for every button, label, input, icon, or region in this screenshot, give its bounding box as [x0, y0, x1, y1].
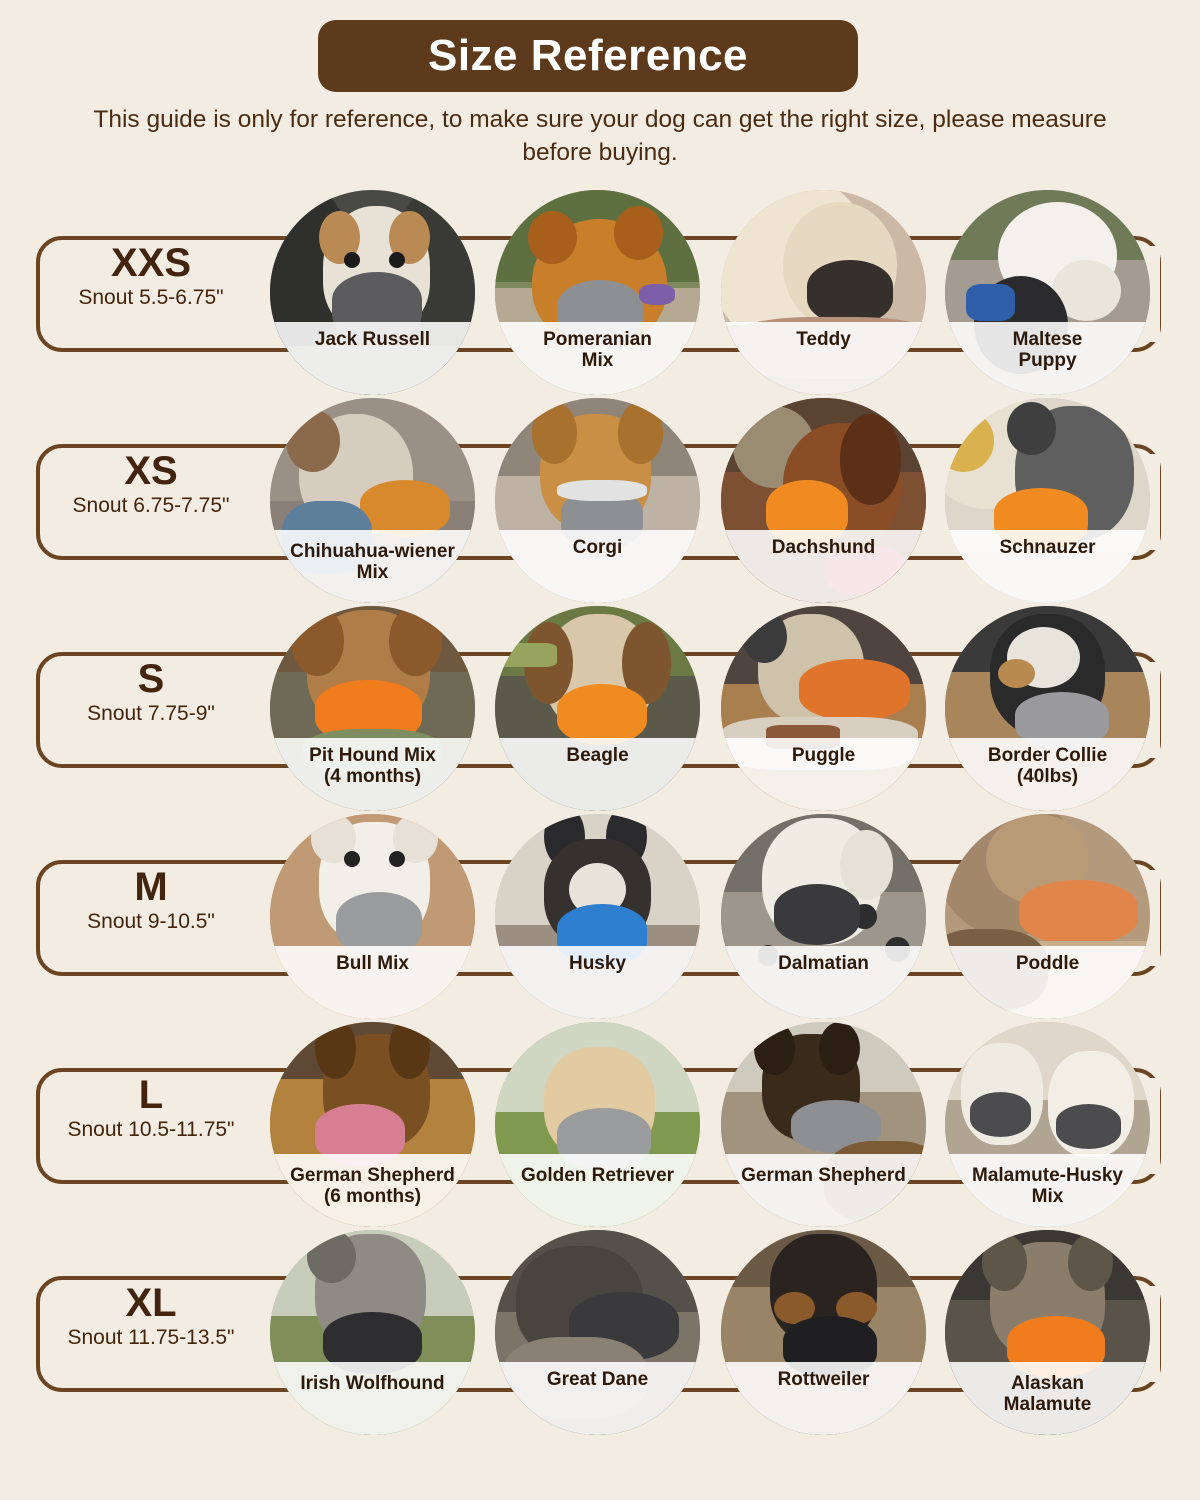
dog-caption	[473, 330, 722, 372]
dog-photo-item	[495, 606, 700, 811]
size-row	[0, 398, 1200, 606]
dog-photo	[721, 1230, 926, 1435]
dog-breed-note: Mix	[1031, 1185, 1064, 1207]
dog-breed: German Shepherd	[741, 1165, 906, 1186]
dog-breed-note: Mix	[356, 561, 389, 583]
dog-breed: Bull Mix	[336, 953, 409, 974]
dog-breed: Golden Retriever	[520, 1165, 675, 1186]
dog-breed: Rottweiler	[777, 1369, 870, 1390]
size-code: M	[134, 865, 168, 909]
dog-photo	[945, 814, 1150, 1019]
dog-caption	[473, 1370, 722, 1391]
row-photos	[270, 1022, 1170, 1230]
size-label	[40, 450, 262, 518]
dog-caption	[699, 1166, 948, 1187]
dog-photo	[270, 1230, 475, 1435]
dog-photo-item	[495, 1022, 700, 1227]
dog-photo-item	[721, 606, 926, 811]
row-photos	[270, 190, 1170, 398]
size-row	[0, 1230, 1200, 1438]
page-title-banner	[318, 20, 858, 92]
snout-range: Snout 9-10.5"	[87, 910, 215, 933]
dog-breed: Alaskan	[1011, 1373, 1084, 1394]
dog-breed: Border Collie	[987, 745, 1108, 766]
dog-photo-item	[945, 814, 1150, 1019]
dog-breed: Pomeranian	[543, 329, 652, 350]
dog-photo	[495, 1230, 700, 1435]
snout-range: Snout 6.75-7.75"	[72, 494, 230, 517]
dog-caption	[248, 330, 497, 351]
dog-breed: Chihuahua-wiener	[290, 541, 455, 562]
dog-photo	[721, 398, 926, 603]
dog-photo-item	[495, 814, 700, 1019]
dog-caption	[248, 1166, 497, 1208]
dog-breed-note: (6 months)	[323, 1185, 422, 1207]
dog-caption	[248, 1374, 497, 1395]
dog-photo-item	[721, 814, 926, 1019]
dog-breed: German Shepherd	[290, 1165, 455, 1186]
dog-photo-item	[721, 398, 926, 603]
dog-photo-item	[270, 606, 475, 811]
dog-caption	[923, 746, 1172, 788]
page-title: Size Reference	[427, 31, 749, 80]
dog-caption	[248, 746, 497, 788]
dog-breed-note: Malamute	[1003, 1393, 1092, 1415]
dog-caption	[923, 330, 1172, 372]
dog-breed: Great Dane	[546, 1369, 649, 1390]
dog-photo-item	[945, 1230, 1150, 1435]
dog-caption	[699, 330, 948, 351]
size-code: S	[137, 657, 165, 701]
dog-caption	[923, 1166, 1172, 1208]
dog-photo-item	[945, 606, 1150, 811]
snout-range: Snout 7.75-9"	[87, 702, 215, 725]
dog-caption	[248, 542, 497, 584]
dog-caption	[473, 538, 722, 559]
dog-breed-note: Mix	[581, 349, 614, 371]
dog-breed-note: Puppy	[1018, 349, 1077, 371]
dog-photo	[495, 1022, 700, 1227]
dog-photo-item	[721, 1022, 926, 1227]
dog-photo	[721, 814, 926, 1019]
dog-photo-item	[270, 398, 475, 603]
size-chart	[0, 190, 1200, 1438]
dog-breed: Dachshund	[771, 537, 876, 558]
dog-caption	[473, 1166, 722, 1187]
dog-photo-item	[945, 1022, 1150, 1227]
dog-caption	[699, 954, 948, 975]
dog-photo-item	[945, 190, 1150, 395]
dog-photo	[721, 1022, 926, 1227]
dog-breed: Malamute-Husky	[972, 1165, 1123, 1186]
row-photos	[270, 814, 1170, 1022]
dog-breed: Corgi	[572, 537, 623, 558]
dog-photo-item	[495, 398, 700, 603]
dog-photo	[495, 398, 700, 603]
dog-photo-item	[721, 190, 926, 395]
dog-photo-item	[270, 1022, 475, 1227]
dog-photo	[721, 606, 926, 811]
dog-caption	[473, 746, 722, 767]
size-row	[0, 190, 1200, 398]
dog-breed: Irish Wolfhound	[300, 1373, 445, 1394]
dog-breed: Poddle	[1015, 953, 1080, 974]
dog-photo-item	[270, 190, 475, 395]
dog-photo	[270, 190, 475, 395]
dog-breed: Maltese	[1012, 329, 1083, 350]
size-label	[40, 658, 262, 726]
row-photos	[270, 606, 1170, 814]
dog-caption	[473, 954, 722, 975]
dog-photo-item	[270, 814, 475, 1019]
dog-breed: Husky	[568, 953, 627, 974]
snout-range: Snout 10.5-11.75"	[67, 1118, 235, 1141]
size-row	[0, 606, 1200, 814]
row-photos	[270, 1230, 1170, 1438]
size-code: XXS	[110, 241, 192, 285]
dog-breed: Jack Russell	[314, 329, 431, 350]
dog-breed: Schnauzer	[999, 537, 1096, 558]
dog-breed-note: (40lbs)	[1016, 765, 1079, 787]
dog-photo-item	[270, 1230, 475, 1435]
size-label	[40, 866, 262, 934]
dog-breed: Dalmatian	[778, 953, 869, 974]
dog-breed: Pit Hound Mix	[309, 745, 436, 766]
row-photos	[270, 398, 1170, 606]
snout-range: Snout 5.5-6.75"	[78, 286, 224, 309]
snout-range: Snout 11.75-13.5"	[67, 1326, 235, 1349]
dog-photo-item	[495, 1230, 700, 1435]
size-code: XL	[125, 1281, 177, 1325]
dog-breed-note: (4 months)	[323, 765, 422, 787]
size-code: L	[138, 1073, 164, 1117]
size-row	[0, 814, 1200, 1022]
dog-photo-item	[495, 190, 700, 395]
dog-photo	[945, 398, 1150, 603]
page-subtitle: This guide is only for reference, to make sure your dog can get the right size, please measure before buying.	[93, 106, 1107, 166]
dog-caption	[923, 954, 1172, 975]
dog-photo-item	[945, 398, 1150, 603]
dog-photo	[721, 190, 926, 395]
size-label	[40, 1282, 262, 1350]
size-label	[40, 1074, 262, 1142]
dog-breed: Puggle	[791, 745, 856, 766]
dog-caption	[699, 538, 948, 559]
dog-caption	[923, 1374, 1172, 1416]
size-row	[0, 1022, 1200, 1230]
dog-caption	[923, 538, 1172, 559]
dog-caption	[699, 1370, 948, 1391]
dog-caption	[248, 954, 497, 975]
size-label	[40, 242, 262, 310]
dog-breed: Beagle	[566, 745, 629, 766]
dog-breed: Teddy	[796, 329, 851, 350]
size-code: XS	[124, 449, 178, 493]
dog-photo	[495, 606, 700, 811]
dog-photo	[495, 814, 700, 1019]
dog-photo	[270, 814, 475, 1019]
dog-caption	[699, 746, 948, 767]
dog-photo-item	[721, 1230, 926, 1435]
